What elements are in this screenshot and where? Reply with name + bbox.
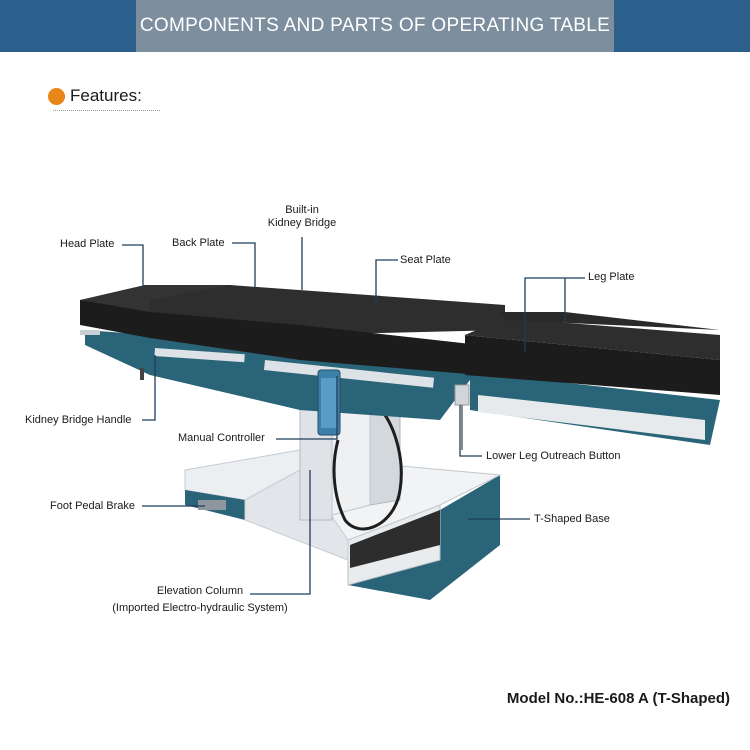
leader-back-plate — [232, 243, 255, 288]
label-elevation-column-line1: Elevation Column — [156, 585, 244, 597]
leader-kidney-bridge-handle — [142, 355, 155, 420]
label-kidney-bridge — [262, 204, 342, 230]
leader-elevation-column — [250, 470, 310, 594]
leader-leg-plate-1 — [525, 278, 585, 352]
label-elevation-column-line2: (Imported Electro-hydraulic System) — [112, 602, 288, 614]
model-number: Model No.:HE-608 A (T-Shaped) — [506, 690, 730, 707]
leader-seat-plate — [376, 260, 398, 303]
label-head-plate: Head Plate — [60, 238, 115, 250]
label-lower-leg-outreach-button: Lower Leg Outreach Button — [486, 450, 621, 462]
page-title: COMPONENTS AND PARTS OF OPERATING TABLE — [139, 15, 611, 36]
label-kidney-bridge-line1: Built-in — [285, 204, 319, 216]
label-kidney-bridge-handle: Kidney Bridge Handle — [25, 414, 132, 426]
leader-outreach-button — [460, 405, 482, 456]
label-t-shaped-base: T-Shaped Base — [534, 513, 610, 525]
label-foot-pedal-brake: Foot Pedal Brake — [50, 500, 135, 512]
label-seat-plate: Seat Plate — [400, 254, 451, 266]
label-kidney-bridge-line2: Kidney Bridge — [267, 217, 337, 229]
label-elevation-column — [90, 585, 310, 615]
leader-head-plate — [122, 245, 143, 290]
label-back-plate: Back Plate — [172, 237, 225, 249]
leader-manual-controller — [276, 376, 337, 439]
label-leg-plate: Leg Plate — [588, 271, 635, 283]
label-manual-controller: Manual Controller — [178, 432, 265, 444]
features-label: Features: — [70, 86, 142, 105]
